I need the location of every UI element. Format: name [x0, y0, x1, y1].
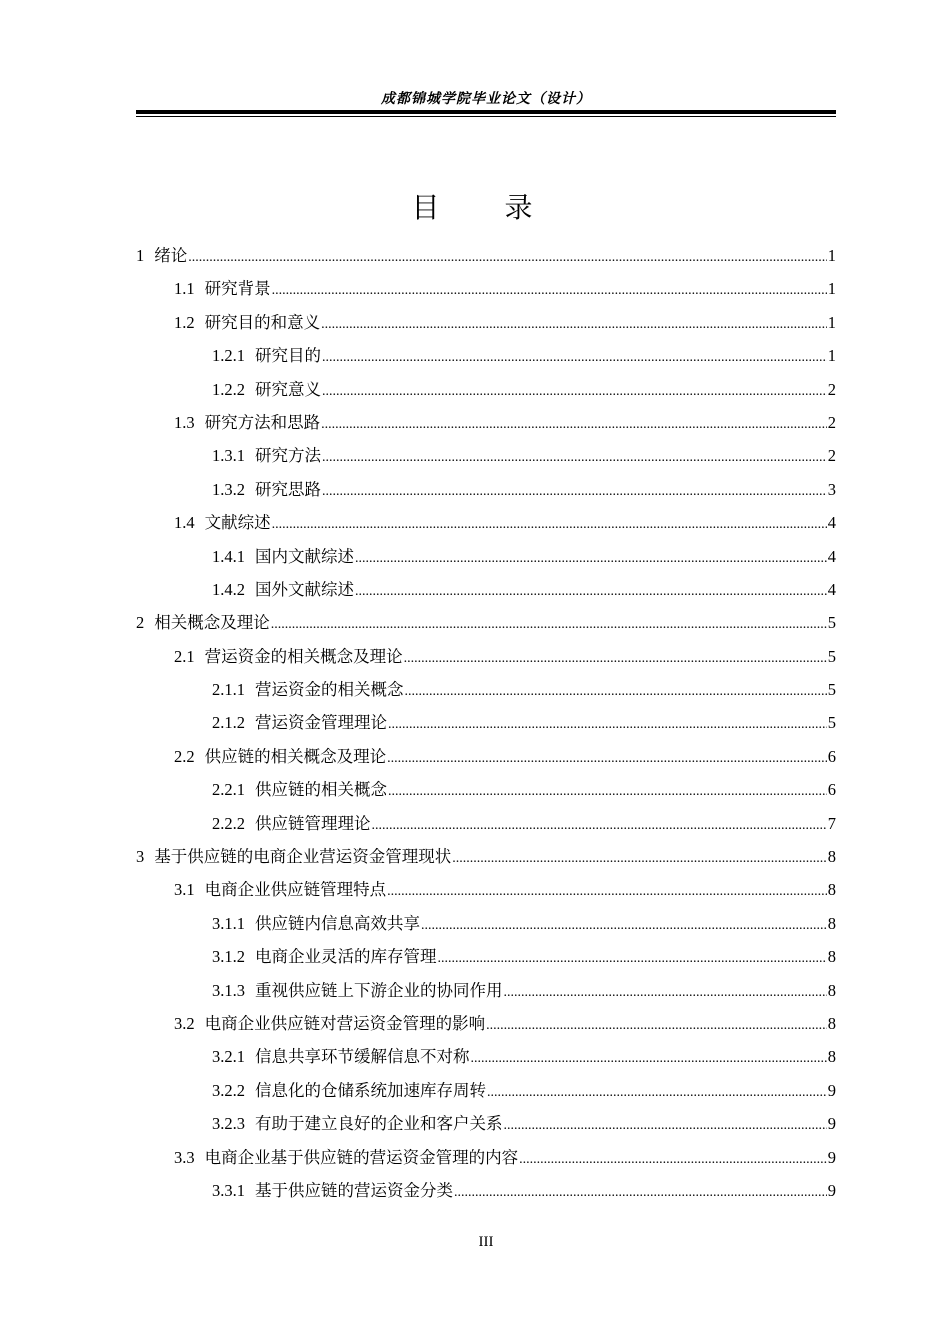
- toc-entry-title: 营运资金的相关概念: [255, 680, 404, 700]
- toc-entry-page: 6: [827, 780, 836, 800]
- toc-entry-page: 4: [827, 513, 836, 533]
- toc-entry[interactable]: [136, 606, 836, 639]
- toc-entry[interactable]: [136, 506, 836, 539]
- header-rule-thin: [136, 116, 836, 117]
- toc-entry-title: 供应链的相关概念及理论: [204, 746, 387, 766]
- toc-entry[interactable]: [136, 940, 836, 973]
- toc-entry-title: 研究方法和思路: [204, 412, 321, 432]
- toc-entry[interactable]: [136, 1107, 836, 1140]
- toc-entry-number: 3.1.3: [212, 980, 245, 1000]
- toc-entry-page: 9: [827, 1114, 836, 1134]
- toc-entry-number: 3.1.2: [212, 947, 245, 967]
- toc-entry[interactable]: [136, 974, 836, 1007]
- toc-entry-title: 有助于建立良好的企业和客户关系: [255, 1114, 503, 1134]
- document-header: 成都锦城学院毕业论文（设计）: [381, 91, 591, 107]
- toc-entry[interactable]: [136, 773, 836, 806]
- toc-entry-title: 国外文献综述: [255, 579, 354, 599]
- toc-entry-number: 2.2.2: [212, 813, 245, 833]
- toc-dot-leader: [322, 475, 827, 508]
- toc-entry[interactable]: [136, 807, 836, 840]
- toc-entry[interactable]: [136, 540, 836, 573]
- toc-entry-number: 3.1: [174, 880, 195, 900]
- toc-entry-title: 文献综述: [204, 513, 271, 533]
- toc-dot-leader: [355, 575, 827, 608]
- toc-entry-page: 8: [827, 847, 836, 867]
- toc-dot-leader: [387, 875, 827, 908]
- toc-entry-title: 营运资金的相关概念及理论: [204, 646, 403, 666]
- toc-dot-leader: [355, 542, 827, 575]
- toc-entry-page: 1: [827, 246, 836, 265]
- toc-entry-title: 研究背景: [204, 279, 271, 299]
- toc-entry-number: 1.3: [174, 412, 195, 432]
- toc-dot-leader: [321, 308, 827, 341]
- toc-dot-leader: [454, 1176, 827, 1209]
- toc-dot-leader: [504, 1109, 827, 1142]
- toc-entry[interactable]: [136, 907, 836, 940]
- toc-entry[interactable]: [136, 439, 836, 472]
- toc-entry-number: 2.1.1: [212, 680, 245, 700]
- toc-entry-number: 2.2.1: [212, 780, 245, 800]
- toc-entry-title: 绪论: [154, 246, 188, 265]
- toc-entry[interactable]: [136, 1074, 836, 1107]
- header-rule-thick: [136, 110, 836, 114]
- toc-entry-page: 3: [827, 479, 836, 499]
- toc-entry-page: 4: [827, 546, 836, 566]
- toc-dot-leader: [388, 775, 827, 808]
- toc-entry[interactable]: [136, 1007, 836, 1040]
- toc-entry-number: 3.3.1: [212, 1180, 245, 1200]
- toc-entry-number: 1.4: [174, 513, 195, 533]
- toc-entry-number: 3: [136, 847, 145, 867]
- toc-entry-title: 供应链管理理论: [255, 813, 371, 833]
- toc-entry[interactable]: [136, 573, 836, 606]
- toc-entry-number: 1.2.2: [212, 379, 245, 399]
- toc-entry-number: 3.2: [174, 1013, 195, 1033]
- toc-entry-number: 2.1.2: [212, 713, 245, 733]
- toc-entry-title: 国内文献综述: [255, 546, 354, 566]
- toc-entry[interactable]: [136, 673, 836, 706]
- toc-entry-page: 9: [827, 1180, 836, 1200]
- toc-entry[interactable]: [136, 473, 836, 506]
- toc-dot-leader: [272, 508, 827, 541]
- toc-entry-page: 2: [827, 379, 836, 399]
- toc-entry-number: 3.2.1: [212, 1047, 245, 1067]
- toc-entry-page: 8: [827, 980, 836, 1000]
- toc-dot-leader: [387, 742, 827, 775]
- toc-entry-page: 8: [827, 880, 836, 900]
- toc-entry-title: 电商企业灵活的库存管理: [255, 947, 437, 967]
- toc-entry-title: 供应链的相关概念: [255, 780, 387, 800]
- toc-entry[interactable]: [136, 239, 836, 272]
- page-number: III: [478, 1234, 494, 1250]
- toc-entry[interactable]: [136, 740, 836, 773]
- toc-dot-leader: [452, 842, 827, 875]
- toc-dot-leader: [321, 408, 827, 441]
- toc-entry-title: 电商企业供应链管理特点: [204, 880, 387, 900]
- toc-entry-title: 重视供应链上下游企业的协同作用: [255, 980, 503, 1000]
- toc-dot-leader: [519, 1143, 827, 1176]
- toc-dot-leader: [188, 241, 827, 274]
- toc-dot-leader: [438, 942, 827, 975]
- toc-entry[interactable]: [136, 1174, 836, 1207]
- toc-entry-page: 8: [827, 913, 836, 933]
- toc-entry[interactable]: [136, 640, 836, 673]
- toc-entry-title: 研究目的: [255, 346, 321, 366]
- toc-entry-title: 供应链内信息高效共享: [255, 913, 420, 933]
- toc-dot-leader: [322, 375, 827, 408]
- toc-entry-page: 5: [827, 680, 836, 700]
- toc-entry[interactable]: [136, 840, 836, 873]
- toc-entry[interactable]: [136, 306, 836, 339]
- toc-entry-number: 1.3.1: [212, 446, 245, 466]
- toc-entry-title: 相关概念及理论: [154, 613, 270, 633]
- toc-entry-number: 3.2.3: [212, 1114, 245, 1134]
- toc-entry-title: 基于供应链的电商企业营运资金管理现状: [154, 847, 452, 867]
- toc-entry-number: 2.2: [174, 746, 195, 766]
- toc-entry-number: 3.3: [174, 1147, 195, 1167]
- toc-entry-title: 研究目的和意义: [204, 312, 321, 332]
- toc-entry-title: 研究思路: [255, 479, 321, 499]
- toc-entry-number: 1.2.1: [212, 346, 245, 366]
- toc-entry-page: 1: [827, 346, 836, 366]
- toc-dot-leader: [322, 441, 827, 474]
- toc-entry-number: 1.1: [174, 279, 195, 299]
- toc-entry-page: 2: [827, 446, 836, 466]
- toc-entry-page: 5: [827, 646, 836, 666]
- toc-entry-title: 信息共享环节缓解信息不对称: [255, 1047, 470, 1067]
- toc-entry-page: 5: [827, 613, 836, 633]
- toc-entry-number: 1: [136, 246, 145, 265]
- toc-entry-number: 3.2.2: [212, 1080, 245, 1100]
- toc-entry-number: 2.1: [174, 646, 195, 666]
- toc-entry-title: 电商企业基于供应链的营运资金管理的内容: [204, 1147, 519, 1167]
- toc-entry-number: 1.2: [174, 312, 195, 332]
- toc-entry-number: 3.1.1: [212, 913, 245, 933]
- toc-dot-leader: [322, 341, 827, 374]
- toc-dot-leader: [487, 1076, 827, 1109]
- toc-dot-leader: [388, 708, 827, 741]
- toc-dot-leader: [271, 608, 827, 641]
- toc-dot-leader: [404, 642, 827, 675]
- toc-entry[interactable]: [136, 873, 836, 906]
- toc-entry-page: 6: [827, 746, 836, 766]
- toc-entry-title: 基于供应链的营运资金分类: [255, 1180, 453, 1200]
- toc-dot-leader: [504, 976, 827, 1009]
- toc-entry-title: 电商企业供应链对营运资金管理的影响: [204, 1013, 486, 1033]
- toc-entry-page: 7: [827, 813, 836, 833]
- toc-entry[interactable]: [136, 272, 836, 305]
- toc-entry-title: 信息化的仓储系统加速库存周转: [255, 1080, 486, 1100]
- toc-entry[interactable]: [136, 706, 836, 739]
- toc-entry-page: 2: [827, 412, 836, 432]
- toc-dot-leader: [486, 1009, 827, 1042]
- toc-entry[interactable]: [136, 339, 836, 372]
- toc-entry-page: 8: [827, 947, 836, 967]
- toc-entry-number: 1.3.2: [212, 479, 245, 499]
- toc-entry-number: 1.4.1: [212, 546, 245, 566]
- toc-entry[interactable]: [136, 1040, 836, 1073]
- toc-entry-page: 8: [827, 1047, 836, 1067]
- toc-dot-leader: [372, 809, 827, 842]
- toc-entry-title: 研究方法: [255, 446, 321, 466]
- toc-entry-page: 9: [827, 1080, 836, 1100]
- toc-entry-number: 2: [136, 613, 145, 633]
- toc-entry-title: 研究意义: [255, 379, 321, 399]
- toc-entry-page: 5: [827, 713, 836, 733]
- toc-entry-page: 1: [827, 312, 836, 332]
- toc-entry[interactable]: [136, 1141, 836, 1174]
- toc-entry-page: 9: [827, 1147, 836, 1167]
- toc-entry-page: 4: [827, 579, 836, 599]
- toc-dot-leader: [421, 909, 827, 942]
- toc-entry-number: 1.4.2: [212, 579, 245, 599]
- toc-dot-leader: [471, 1042, 827, 1075]
- toc-entry-title: 营运资金管理理论: [255, 713, 387, 733]
- toc-dot-leader: [272, 274, 827, 307]
- table-of-contents: [136, 239, 836, 1207]
- toc-dot-leader: [405, 675, 827, 708]
- toc-entry[interactable]: [136, 406, 836, 439]
- toc-entry[interactable]: [136, 373, 836, 406]
- toc-entry-page: 1: [827, 279, 836, 299]
- toc-title: 目 录: [411, 191, 561, 224]
- toc-entry-page: 8: [827, 1013, 836, 1033]
